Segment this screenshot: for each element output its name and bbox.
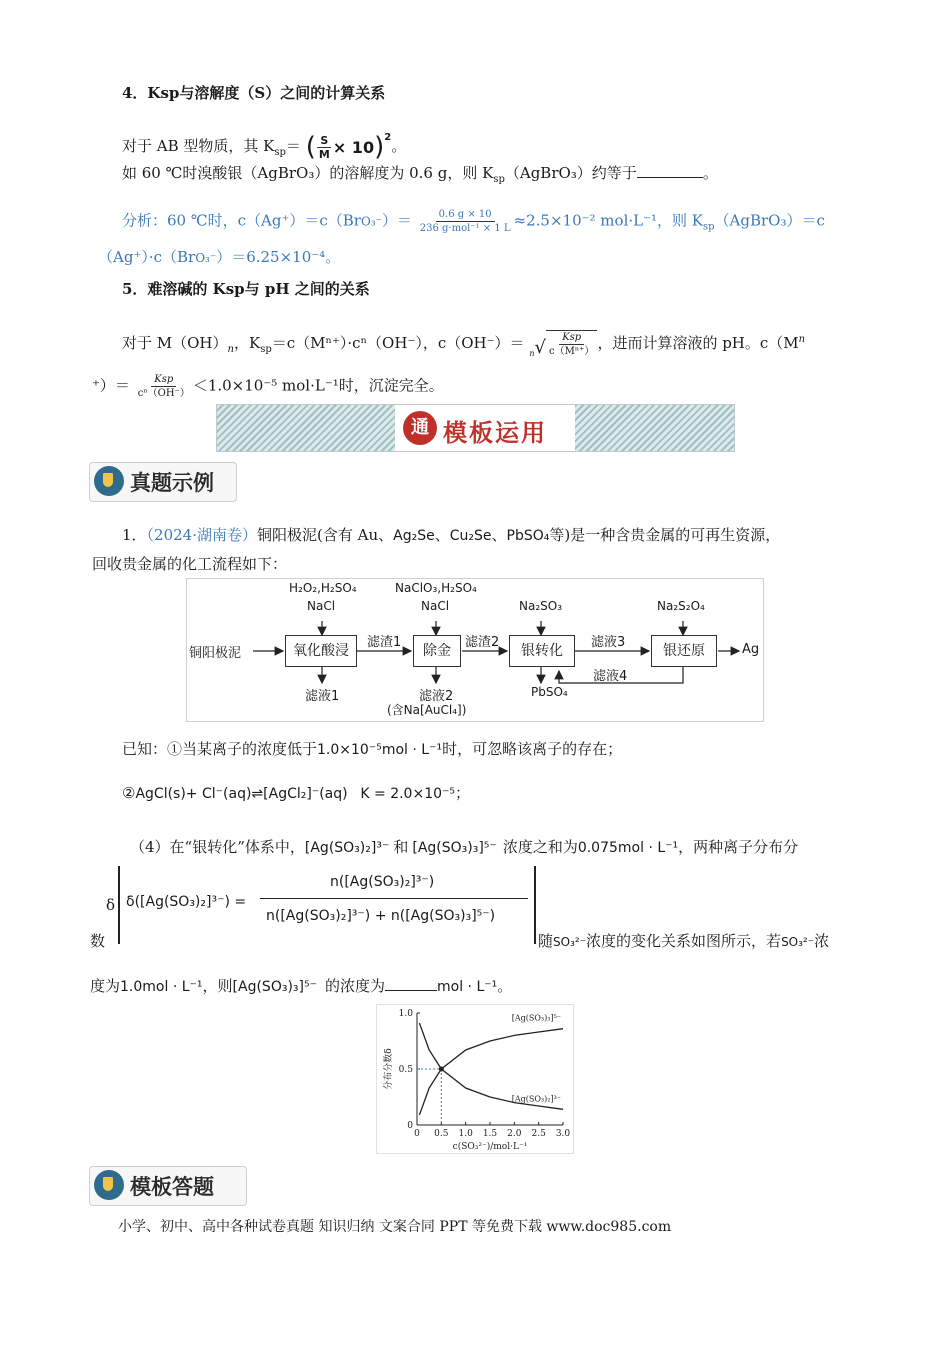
known-line1: 已知：①当某离子的浓度低于1.0×10⁻⁵mol · L⁻¹时，可忽略该离子的存在； — [122, 740, 623, 758]
filtrate2: 滤液2 — [419, 689, 454, 704]
fraction-bar — [260, 898, 528, 899]
distribution-formula: δ([Ag(SO₃)₂]³⁻) = n([Ag(SO₃)₂]³⁻) n([Ag(SO₃)₂]³⁻) + n([Ag(SO₃)₃]⁵⁻) — [118, 866, 536, 944]
flask-icon — [94, 1170, 124, 1200]
problem-source: （2024·湖南卷） — [146, 526, 257, 544]
residue1: 滤渣1 — [367, 635, 402, 650]
answer-blank[interactable] — [637, 163, 703, 178]
x-tick-label: 1.0 — [458, 1129, 473, 1139]
step-silver-conversion: 银转化 — [509, 635, 575, 667]
reagent1b: NaCl — [307, 599, 336, 613]
y-tick-label: 1.0 — [398, 1009, 413, 1019]
delta-symbol: δ — [106, 896, 116, 914]
complete-precipitation-fraction: $\frac{\text{Ksp}}{\text{cⁿ（OH⁻）}}$ — [137, 374, 190, 399]
q4-line2: 随SO₃²⁻浓度的变化关系如图所示，若SO₃²⁻浓 — [538, 932, 830, 950]
q4-line3: 度为1.0mol · L⁻¹，则[Ag(SO₃)₃]⁵⁻ 的浓度为 mol · L⁻¹。 — [90, 977, 513, 995]
x-axis-label: c(SO₃²⁻)/mol·L⁻¹ — [452, 1142, 528, 1152]
q4-answer-blank[interactable] — [385, 976, 437, 991]
q4-line1: （4）在“银转化”体系中，[Ag(SO₃)₂]³⁻ 和 [Ag(SO₃)₃]⁵⁻ 浓度之和为0.075mol · L⁻¹，两种离子分布分 — [130, 838, 799, 856]
template-application-banner — [216, 404, 735, 452]
y-tick-label: 0.5 — [398, 1065, 413, 1075]
tong-badge-icon: 通 — [403, 411, 437, 445]
x-tick-label: 2.0 — [507, 1129, 522, 1139]
product-ag: Ag — [742, 642, 760, 657]
filtrate4: 滤液4 — [593, 669, 628, 684]
x-tick-label: 0 — [414, 1129, 420, 1139]
template-answer-tag: 模板答题 — [89, 1166, 247, 1206]
reagent4: Na₂S₂O₄ — [657, 599, 705, 613]
analysis-line2: （Ag⁺）·c（BrO₃⁻）＝6.25×10⁻⁴。 — [98, 248, 341, 266]
distribution-chart-svg — [377, 1005, 573, 1153]
intersection-point — [439, 1067, 444, 1072]
step-silver-reduction: 银还原 — [651, 635, 717, 667]
series-label-2: [Ag(SO₃)₂]³⁻ — [511, 1094, 561, 1104]
reagent2b: NaCl — [421, 599, 450, 613]
ksp-solubility-formula: ( $\frac{S}{M}$ × 10 ) $^2$ — [305, 132, 392, 162]
problem-line1: 1．（2024·湖南卷）铜阳极泥(含有 Au、Ag₂Se、Cu₂Se、PbSO₄等)是一种含贵金属的可再生资源， — [122, 526, 781, 544]
section4-line2: 如 60 ℃时溴酸银（AgBrO₃）的溶解度为 0.6 g，则 $K_{sp}(AgBrO_3)$约等于 。 — [122, 164, 718, 185]
y-axis-label: 分布分数δ — [384, 1048, 394, 1090]
reagent3: Na₂SO₃ — [519, 599, 563, 613]
section4-heading: 4．Ksp与溶解度（S）之间的计算关系 — [122, 84, 386, 102]
real-exam-example-tag: 真题示例 — [89, 462, 237, 502]
series-label-1: [Ag(SO₃)₃]⁵⁻ — [511, 1013, 561, 1023]
reagent1a: H₂O₂,H₂SO₄ — [289, 581, 357, 595]
pbso4-output: PbSO₄ — [531, 685, 568, 699]
step-oxidative-leach: 氧化酸浸 — [285, 635, 357, 667]
nth-root-formula: n √ $\frac{\text{Ksp}}{\text{c（Mⁿ⁺）}}$ — [529, 330, 597, 358]
analysis-line1: 分析：60 ℃时，c（Ag⁺）＝c（BrO₃⁻）＝ $\frac{0.6 g \times 10}{\text{236 g·mol⁻¹ × 1 L}}$ ≈2.5×10⁻² mol·L⁻¹，则 $K_{sp}(AgBrO_3)=c$ — [122, 209, 825, 234]
filtrate2-note: (含Na[AuCl₄]) — [387, 703, 467, 717]
x-tick-label: 1.5 — [482, 1129, 498, 1139]
flow-start: 铜阳极泥 — [189, 646, 242, 661]
process-flow-diagram — [186, 578, 764, 722]
analysis-fraction: $\frac{0.6 g \times 10}{\text{236 g·mol⁻¹ × 1 L}}$ — [419, 209, 511, 234]
banner-title: 模板运用 — [443, 419, 547, 447]
filtrate1: 滤液1 — [305, 689, 340, 704]
y-tick-label: 0 — [407, 1121, 413, 1131]
section4-line1: 对于 AB 型物质，其 $K_{sp}=$ ( $\frac{S}{M}$ × 10 ) $^2$ 。 — [122, 132, 407, 162]
x-tick-label: 3.0 — [555, 1129, 571, 1139]
problem-line2: 回收贵金属的化工流程如下： — [92, 555, 288, 573]
residue2: 滤渣2 — [465, 635, 500, 650]
section5-line1: 对于 $M(OH)_n$，$K_{sp}=c(M^{n+})\cdot c^n(OH^-)$，c（OH⁻）＝ n √ $\frac{\text{Ksp}}{\text{c（Mⁿ⁺）}}$ ，进而计算溶液的 pH。$c(M^n$ — [122, 332, 806, 358]
step-gold-removal: 除金 — [413, 635, 461, 667]
x-tick-label: 2.5 — [531, 1129, 546, 1139]
distribution-chart — [376, 1004, 574, 1154]
known-line2: ②AgCl(s)+ Cl⁻(aq)⇌[AgCl₂]⁻(aq) K = 2.0×10⁻⁵； — [122, 784, 471, 802]
shu-char: 数 — [90, 932, 106, 950]
flask-icon — [94, 466, 124, 496]
page-footer: 小学、初中、高中各种试卷真题 知识归纳 文案合同 PPT 等免费下载 www.doc985.com — [118, 1219, 672, 1235]
section5-heading: 5．难溶碱的 Ksp与 pH 之间的关系 — [122, 280, 370, 298]
filtrate3: 滤液3 — [591, 635, 626, 650]
x-tick-label: 0.5 — [434, 1129, 449, 1139]
section5-line2: ⁺）＝ $\frac{\text{Ksp}}{\text{cⁿ（OH⁻）}}$ ＜1.0×10⁻⁵ mol·L⁻¹时，沉淀完全。 — [92, 374, 444, 399]
reagent2a: NaClO₃,H₂SO₄ — [395, 581, 477, 595]
